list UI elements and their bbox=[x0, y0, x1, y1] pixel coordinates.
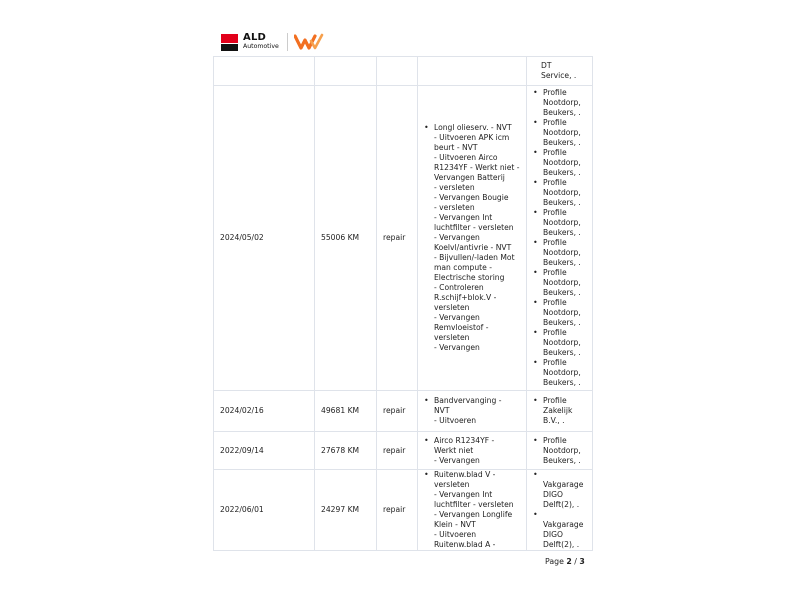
type-cell: repair bbox=[377, 86, 418, 391]
description-cell bbox=[418, 86, 527, 391]
description-cell bbox=[418, 432, 527, 470]
garage-item: • Vakgarage DIGO Delft(2), . bbox=[543, 470, 586, 510]
brand-name: ALD bbox=[243, 32, 267, 44]
table-row bbox=[214, 391, 593, 432]
description-text: Airco R1234YF - Werkt niet - Vervangen bbox=[434, 435, 495, 465]
garage-item: • Profile Nootdorp, Beukers, . bbox=[543, 298, 586, 328]
partner-w-logo-icon bbox=[294, 33, 324, 51]
description-item bbox=[434, 396, 520, 426]
table-row bbox=[214, 470, 593, 551]
total-pages: 3 bbox=[579, 557, 585, 566]
date-cell: 2024/05/02 bbox=[214, 86, 315, 391]
garage-item: • Profile Nootdorp, Beukers, . bbox=[543, 178, 586, 208]
garage-cell bbox=[527, 391, 593, 432]
ald-logo-mark bbox=[221, 34, 238, 51]
mileage-cell: 55006 KM bbox=[315, 86, 377, 391]
date-cell: 2022/06/01 bbox=[214, 470, 315, 551]
garage-item: • Profile Nootdorp, Beukers, . bbox=[543, 436, 586, 466]
garage-item: • Profile Nootdorp, Beukers, . bbox=[543, 118, 586, 148]
mileage-cell: 49681 KM bbox=[315, 391, 377, 432]
description-item bbox=[434, 123, 520, 353]
type-cell bbox=[377, 57, 418, 86]
description-cell bbox=[418, 57, 527, 86]
garage-item: • Profile Nootdorp, Beukers, . bbox=[543, 238, 586, 268]
mileage-cell bbox=[315, 57, 377, 86]
mileage-cell: 27678 KM bbox=[315, 432, 377, 470]
description-cell bbox=[418, 470, 527, 551]
table-row bbox=[214, 86, 593, 391]
garage-item: • Profile Nootdorp, Beukers, . bbox=[543, 328, 586, 358]
date-cell bbox=[214, 57, 315, 86]
table-row bbox=[214, 432, 593, 470]
garage-cell bbox=[527, 57, 593, 86]
garage-item: • Profile Zakelijk B.V., . bbox=[543, 396, 586, 426]
garage-cell bbox=[527, 86, 593, 391]
page-separator: / bbox=[574, 557, 577, 566]
brand-subtitle: Automotive bbox=[243, 43, 279, 51]
date-cell: 2022/09/14 bbox=[214, 432, 315, 470]
type-cell: repair bbox=[377, 391, 418, 432]
garage-cell bbox=[527, 432, 593, 470]
garage-item: • Profile Nootdorp, Beukers, . bbox=[543, 268, 586, 298]
description-text: Bandvervanging - NVT - Uitvoeren bbox=[434, 396, 502, 425]
garage-item: • Profile Nootdorp, Beukers, . bbox=[543, 208, 586, 238]
type-cell: repair bbox=[377, 470, 418, 551]
garage-item: • Vakgarage DIGO Delft(2), . bbox=[543, 510, 586, 550]
description-text: Longl olieserv. - NVT - Uitvoeren APK icm beurt - NVT - Uitvoeren Airco R1234YF - Werkt niet - Vervangen Batterij - versleten - Vervangen Bougie - versleten - Vervangen Int luchtfilter - versleten - Vervangen Koelvl/antivrie - NVT - Bijvullen/-laden Mot man compute - Electrische storing - Controleren R.schijf+blok.V - versleten - Vervangen Remvloeistof - versleten - Vervangen bbox=[434, 123, 520, 352]
garage-item: • Profile Nootdorp, Beukers, . bbox=[543, 88, 586, 118]
current-page: 2 bbox=[566, 557, 572, 566]
description-text: Ruitenw.blad V - versleten - Vervangen Int luchtfilter - versleten - Vervangen Longlife Klein - NVT - Uitvoeren Ruitenw.blad A - bbox=[434, 470, 514, 549]
garage-cell bbox=[527, 470, 593, 551]
ald-logo-text bbox=[243, 33, 279, 50]
description-item bbox=[434, 470, 520, 550]
type-cell: repair bbox=[377, 432, 418, 470]
company-logo bbox=[221, 32, 324, 52]
garage-continued-text: DT Service, . bbox=[541, 61, 577, 80]
page-label: Page bbox=[545, 557, 564, 566]
garage-item: • Profile Nootdorp, Beukers, . bbox=[543, 358, 586, 388]
table-row bbox=[214, 57, 593, 86]
logo-divider bbox=[287, 33, 288, 51]
garage-item: • Profile Nootdorp, Beukers, . bbox=[543, 148, 586, 178]
garage-list bbox=[533, 88, 586, 388]
mileage-cell: 24297 KM bbox=[315, 470, 377, 551]
description-cell bbox=[418, 391, 527, 432]
date-cell: 2024/02/16 bbox=[214, 391, 315, 432]
page-number bbox=[545, 557, 585, 566]
maintenance-history-table bbox=[213, 56, 593, 551]
description-item bbox=[434, 436, 520, 466]
